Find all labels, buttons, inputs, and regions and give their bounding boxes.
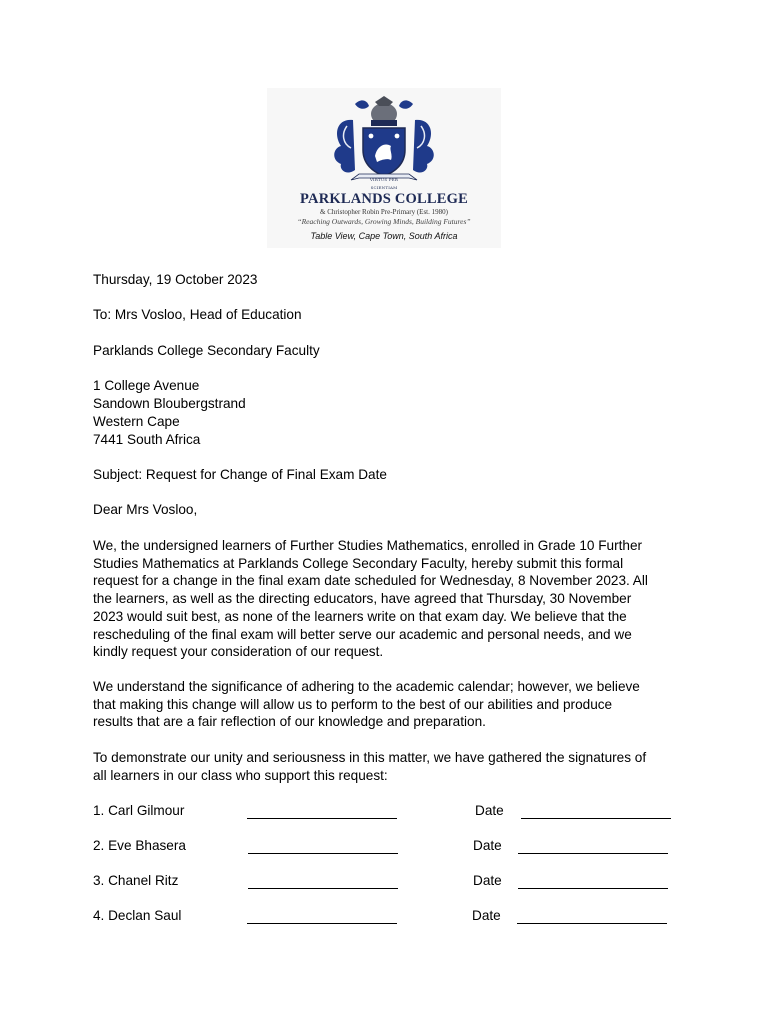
paragraph-line: rescheduling of the final exam will better serve our academic and personal needs, and we: [93, 626, 632, 642]
paragraph-line: Studies Mathematics at Parklands College Secondary Faculty, hereby submit this formal: [93, 555, 624, 571]
date-label: Date: [475, 803, 504, 818]
signature-field[interactable]: [247, 923, 397, 924]
address-line: Western Cape: [93, 414, 180, 429]
paragraph-line: kindly request your consideration of our request.: [93, 644, 384, 660]
school-subtitle: & Christopher Robin Pre-Primary (Est. 1980): [320, 208, 448, 216]
signatory-name: 2. Eve Bhasera: [93, 838, 186, 853]
address-line: 1 College Avenue: [93, 378, 200, 393]
signatory-name: 3. Chanel Ritz: [93, 873, 179, 888]
letterhead: [267, 88, 501, 248]
date-field[interactable]: [518, 853, 668, 854]
address-line: Sandown Bloubergstrand: [93, 396, 246, 411]
school-location: Table View, Cape Town, South Africa: [310, 231, 458, 241]
date-label: Date: [473, 838, 502, 853]
paragraph-line: results that are a fair reflection of our knowledge and preparation.: [93, 714, 486, 730]
date-label: Date: [472, 908, 501, 923]
address-line: 7441 South Africa: [93, 432, 201, 447]
date-field[interactable]: [518, 888, 668, 889]
letter-date: Thursday, 19 October 2023: [93, 272, 258, 287]
date-field[interactable]: [517, 923, 667, 924]
salutation: Dear Mrs Vosloo,: [93, 502, 198, 517]
paragraph-line: all learners in our class who support this request:: [93, 767, 388, 783]
date-field[interactable]: [521, 818, 671, 819]
signatory-name: 4. Declan Saul: [93, 908, 182, 923]
faculty-line: Parklands College Secondary Faculty: [93, 343, 320, 358]
signature-field[interactable]: [247, 818, 397, 819]
paragraph-line: We, the undersigned learners of Further Studies Mathematics, enrolled in Grade 10 Further: [93, 538, 643, 553]
subject-line: Subject: Request for Change of Final Exam Date: [93, 467, 387, 482]
paragraph-line: request for a change in the final exam date scheduled for Wednesday, 8 November 2023. All: [93, 573, 648, 589]
signature-field[interactable]: [248, 853, 398, 854]
recipient-line: To: Mrs Vosloo, Head of Education: [93, 307, 302, 322]
crest-motto: VIRTUS PER SCIENTIAM: [369, 177, 399, 190]
date-label: Date: [473, 873, 502, 888]
paragraph-line: that making this change will allow us to perform to the best of our abilities and produce: [93, 696, 613, 712]
signatory-name: 1. Carl Gilmour: [93, 803, 185, 818]
body-paragraph-2: [93, 678, 683, 731]
paragraph-line: the learners, as well as the directing educators, have agreed that Thursday, 30 November: [93, 591, 632, 607]
body-paragraph-1: [93, 537, 683, 661]
body-paragraph-3: [93, 749, 683, 784]
signature-field[interactable]: [248, 888, 398, 889]
school-name: PARKLANDS COLLEGE: [300, 191, 468, 207]
paragraph-line: We understand the significance of adhering to the academic calendar; however, we believe: [93, 679, 640, 694]
school-tagline: “Reaching Outwards, Growing Minds, Building Futures”: [297, 217, 471, 226]
paragraph-line: 2023 would suit best, as none of the learners write on that exam day. We believe that the: [93, 608, 627, 624]
paragraph-line: To demonstrate our unity and seriousness in this matter, we have gathered the signatures of: [93, 750, 647, 765]
